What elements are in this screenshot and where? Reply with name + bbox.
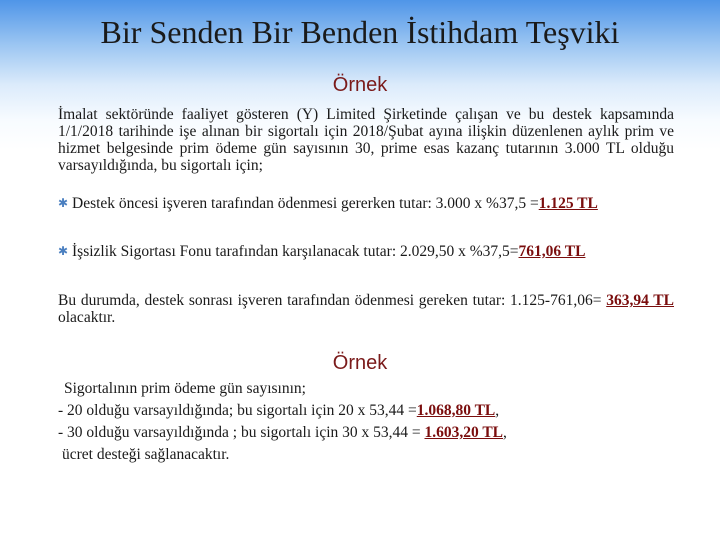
highlighted-amount: 761,06 TL [518, 243, 586, 260]
result-text-end: olacaktır. [58, 309, 116, 326]
example2-line-20-days [58, 400, 674, 421]
intro-paragraph: İmalat sektöründe faaliyet gösteren (Y) Limited Şirketinde çalışan ve bu destek kapsamında 1/1/2018 tarihinde işe alınan bir sigortalı için 2018/Şubat ayına ilişkin düzenlenen aylık prim ve hizmet belgesinde prim ödeme gün sayısının 30, prime esas kazanç tutarının 3.000 TL olduğu varsayıldığında, bu sigortalı için; [58, 106, 674, 174]
highlighted-amount: 363,94 TL [606, 292, 674, 309]
highlighted-amount: 1.603,20 TL [424, 424, 504, 441]
example-heading-2: Örnek [332, 352, 388, 374]
result-paragraph [58, 292, 674, 326]
star-bullet-icon: ✱ [58, 196, 69, 210]
bullet-text: Destek öncesi işveren tarafından ödenmesi gererken tutar: 3.000 x %37,5 = [72, 195, 539, 212]
example-heading-1: Örnek [332, 74, 388, 96]
highlighted-amount: 1.125 TL [538, 195, 598, 212]
bullet-text: İşsizlik Sigortası Fonu tarafından karşılanacak tutar: 2.029,50 x %37,5= [72, 243, 519, 260]
example2-line-30-days [58, 422, 674, 443]
highlighted-amount: 1.068,80 TL [416, 402, 496, 419]
slide-title: Bir Senden Bir Benden İstihdam Teşviki [100, 14, 620, 50]
line-end: , [503, 424, 507, 441]
line-text: - 20 olduğu varsayıldığında; bu sigortalı için 20 x 53,44 = [58, 402, 417, 419]
example2-line-conclusion: ücret desteği sağlanacaktır. [62, 446, 230, 463]
result-text: Bu durumda, destek sonrası işveren tarafından ödenmesi gereken tutar: 1.125-761,06= [58, 292, 607, 309]
line-text: - 30 olduğu varsayıldığında ; bu sigortalı için 30 x 53,44 = [58, 424, 425, 441]
bullet-item-fund-contribution [58, 243, 674, 260]
bullet-item-employer-cost [58, 195, 674, 212]
line-end: , [495, 402, 500, 419]
star-bullet-icon: ✱ [58, 244, 69, 258]
example2-line-intro: Sigortalının prim ödeme gün sayısının; [64, 380, 306, 397]
